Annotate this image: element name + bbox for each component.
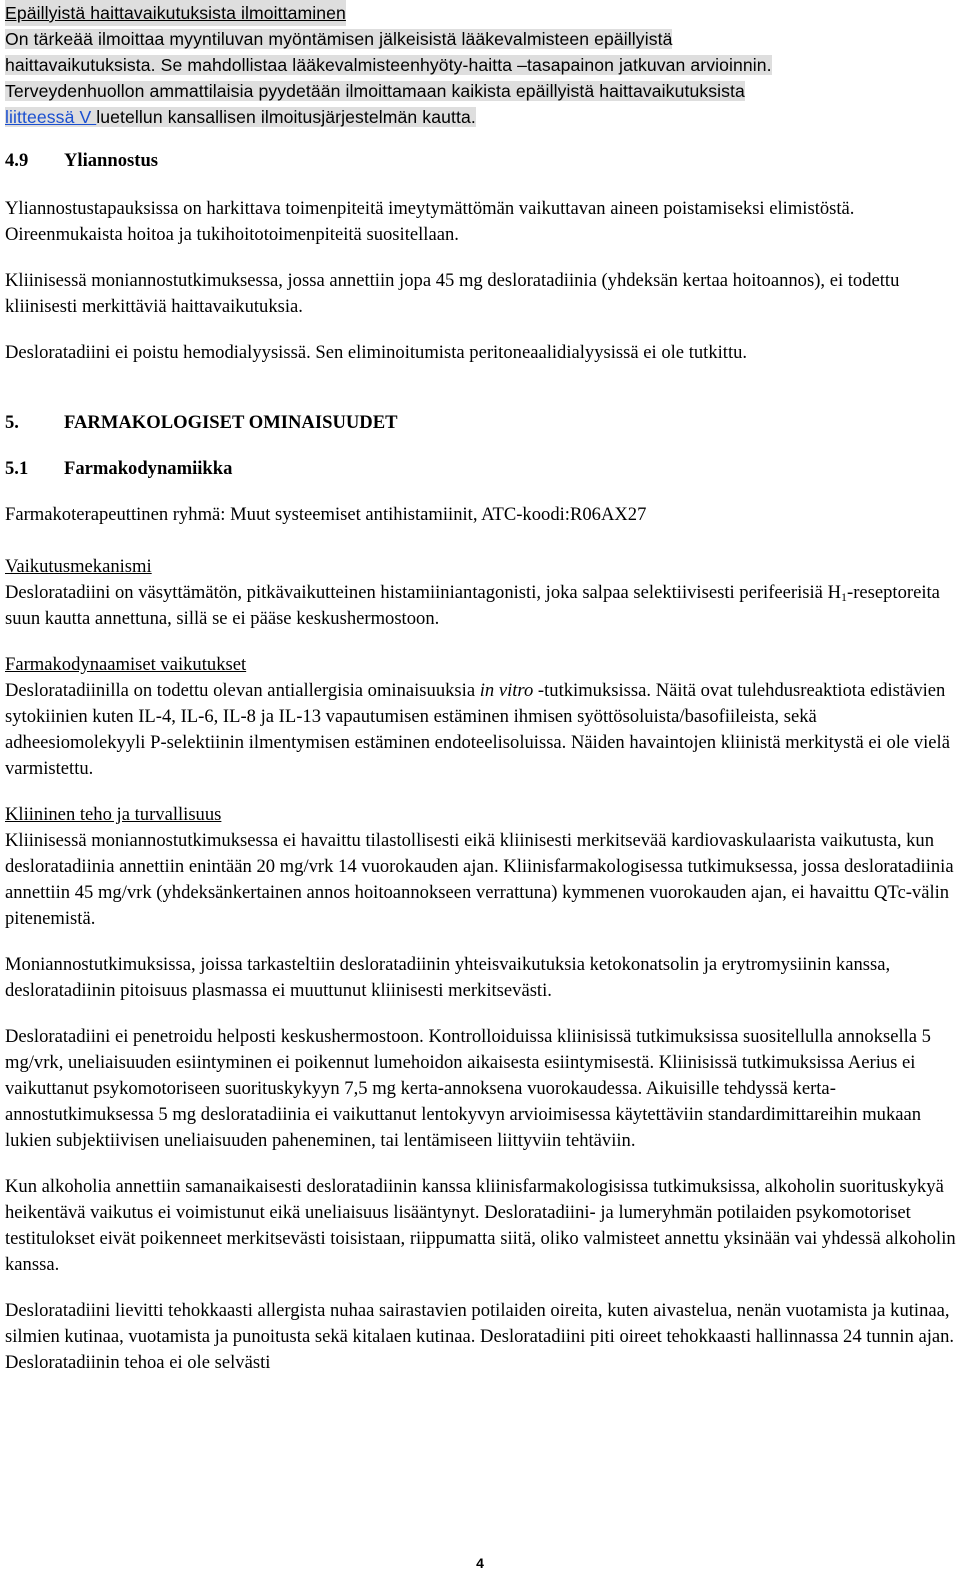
section-5-1-heading	[5, 456, 957, 482]
section-number: 4.9	[5, 150, 29, 171]
annex-v-link[interactable]: liitteessä V	[5, 107, 97, 127]
document-page	[5, 0, 957, 1376]
section-title: FARMAKOLOGISET OMINAISUUDET	[64, 412, 398, 433]
mechanism-paragraph: Desloratadiini on väsyttämätön, pitkävaikutteinen histamiiniantagonisti, joka salpaa selektiivisesti perifeerisiä $H_1$-reseptoreita suun kautta annettuna, sillä se ei pääse keskushermostoon.	[5, 582, 940, 629]
mechanism-heading: Vaikutusmekanismi	[5, 556, 152, 577]
clinical-paragraph-2: Moniannostutkimuksissa, joissa tarkasteltiin desloratadiinin yhteisvaikutuksia ketokonatsolin ja erytromysiinin kanssa, desloratadiinin pitoisuus plasmassa ei muuttunut kliinisesti merkitsevästi.	[5, 954, 891, 1001]
reporting-title: Epäillyistä haittavaikutuksista ilmoittaminen	[5, 0, 346, 26]
overdose-paragraph-2: Kliinisessä moniannostutkimuksessa, jossa annettiin jopa 45 mg desloratadiinia (yhdeksän kertaa hoitoannos), ei todettu kliinisesti merkittäviä haittavaikutuksia.	[5, 270, 900, 317]
page-number: 4	[476, 1555, 484, 1571]
reporting-line-2: haittavaikutuksista. Se mahdollistaa lääkevalmisteenhyöty-haitta –tasapainon jatkuvan arvioinnin.	[5, 55, 772, 75]
section-title: Yliannostus	[64, 150, 159, 171]
reporting-section	[5, 0, 957, 130]
clinical-efficacy-heading: Kliininen teho ja turvallisuus	[5, 804, 222, 825]
clinical-paragraph-5: Desloratadiini lievitti tehokkaasti allergista nuhaa sairastavien potilaiden oireita, kuten aivastelua, nenän vuotamista ja kutinaa, silmien kutinaa, vuotamista ja punoitusta sekä kitalaen kutinaa. Desloratadiini piti oireet tehokkaasti hallinnassa 24 tunnin ajan. Desloratadiinin tehoa ei ole selvästi	[5, 1300, 955, 1373]
section-number: 5.1	[5, 458, 29, 479]
section-title: Farmakodynamiikka	[64, 458, 233, 479]
overdose-paragraph-1: Yliannostustapauksissa on harkittava toimenpiteitä imeytymättömän vaikuttavan aineen poistamiseksi elimistöstä. Oireenmukaista hoitoa ja tukihoitotoimenpiteitä suositellaan.	[5, 198, 855, 245]
section-4-9-heading	[5, 148, 957, 174]
overdose-paragraph-3: Desloratadiini ei poistu hemodialyysissä. Sen eliminoitumista peritoneaalidialyysissä ei ole tutkittu.	[5, 342, 748, 363]
reporting-line-3: Terveydenhuollon ammattilaisia pyydetään ilmoittamaan kaikista epäillyistä haittavaikutuksista	[5, 81, 745, 101]
clinical-paragraph-3: Desloratadiini ei penetroidu helposti keskushermostoon. Kontrolloiduissa kliinisissä tutkimuksissa suositellulla annoksella 5 mg/vrk, uneliaisuuden esiintyminen ei poikennut lumehoidon aikaisesta esiintymisestä. Kliinisissä tutkimuksissa Aerius ei vaikuttanut psykomotoriseen suorituskykyyn 7,5 mg kerta-annoksena vuorokaudessa. Aikuisille tehdyssä kerta-annostutkimuksessa 5 mg desloratadiinia ei vaikuttanut lentokyvyn arvioimisessa käytettäviin standardimittareihin mukaan lukien subjektiivisen uneliaisuuden paheneminen, tai lentämiseen liittyviin tehtäviin.	[5, 1026, 931, 1151]
pharmacodynamic-effects-paragraph: Desloratadiinilla on todettu olevan antiallergisia ominaisuuksia in vitro -tutkimuksissa. Näitä ovat tulehdusreaktiota edistävien sytokiinien kuten IL-4, IL-6, IL-8 ja IL-13 vapautumisen estäminen ihmisen syöttösoluista/basofiileista, sekä adheesiomolekyyli P-selektiinin ilmentymisen estäminen endoteelisoluissa. Näiden havaintojen kliinistä merkitystä ei ole vielä varmistettu.	[5, 680, 950, 779]
section-number: 5.	[5, 412, 19, 433]
pharmacotherapeutic-group: Farmakoterapeuttinen ryhmä: Muut systeemiset antihistamiinit, ATC-koodi:R06AX27	[5, 504, 647, 525]
reporting-line-1: On tärkeää ilmoittaa myyntiluvan myöntämisen jälkeisistä lääkevalmisteen epäillyistä	[5, 29, 673, 49]
reporting-line-4: luetellun kansallisen ilmoitusjärjestelmän kautta.	[96, 107, 476, 127]
clinical-paragraph-1: Kliinisessä moniannostutkimuksessa ei havaittu tilastollisesti eikä kliinisesti merkitsevää kardiovaskulaarista vaikutusta, kun desloratadiinia annettiin enintään 20 mg/vrk 14 vuorokauden ajan. Kliinisfarmakologisessa tutkimuksessa, jossa desloratadiinia annettiin 45 mg/vrk (yhdeksänkertainen annos hoitoannokseen verrattuna) kymmenen vuorokauden ajan, ei havaittu QTc-välin pitenemistä.	[5, 830, 954, 929]
clinical-paragraph-4: Kun alkoholia annettiin samanaikaisesti desloratadiinin kanssa kliinisfarmakologisissa tutkimuksissa, alkoholin suorituskykyä heikentävä vaikutus ei voimistunut eikä uneliaisuus lisääntynyt. Desloratadiini- ja lumeryhmän potilaiden psykomotoriset testitulokset eivät poikenneet merkitsevästi toisistaan, riippumatta siitä, oliko valmisteet annettu yksinään vai yhdessä alkoholin kanssa.	[5, 1176, 956, 1275]
pharmacodynamic-effects-heading: Farmakodynaamiset vaikutukset	[5, 654, 247, 675]
section-5-heading	[5, 410, 957, 436]
